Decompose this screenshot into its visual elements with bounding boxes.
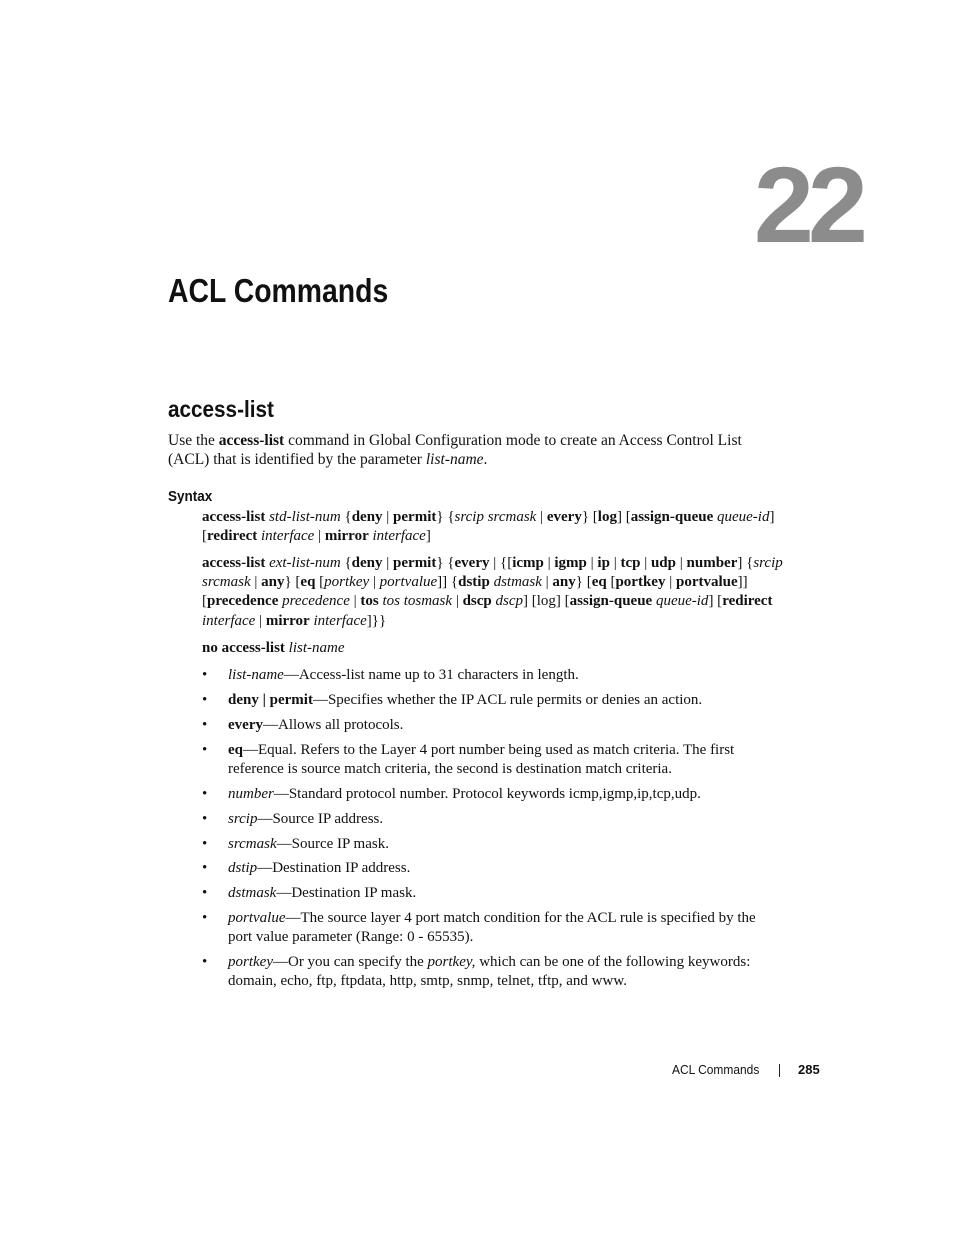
argument: number: [228, 785, 274, 802]
syntax-text: {: [340, 555, 352, 571]
argument: list-name: [288, 640, 345, 656]
argument: srcip srcmask: [202, 555, 783, 591]
syntax-text: ] [: [202, 509, 775, 545]
list-item: [202, 884, 782, 903]
argument: dscp: [495, 593, 524, 610]
keyword: any: [261, 574, 285, 591]
syntax-text: |: [640, 555, 651, 571]
section-title: access-list: [168, 396, 274, 422]
bullet-icon: •: [202, 954, 208, 971]
keyword: every: [228, 716, 263, 733]
argument: interface: [313, 612, 367, 629]
bullet-icon: •: [202, 835, 208, 852]
keyword: mirror: [324, 528, 369, 545]
argument: std-list-num: [269, 509, 341, 525]
syntax-text: |: [369, 574, 380, 591]
keyword: tcp: [620, 555, 641, 571]
keyword: access-list: [202, 509, 266, 525]
list-item: [202, 716, 782, 735]
argument: srcip: [228, 810, 258, 827]
keyword: icmp: [512, 555, 544, 571]
argument: portvalue: [228, 910, 286, 927]
argument: portkey,: [427, 954, 476, 971]
keyword: deny: [351, 509, 383, 525]
intro-command: access-list: [218, 432, 285, 449]
keyword: portvalue: [675, 574, 738, 591]
intro-text: Use the: [168, 432, 219, 449]
list-item: [202, 859, 782, 878]
keyword: tos: [360, 593, 379, 610]
syntax-text: ] {: [737, 555, 754, 571]
list-item: [202, 785, 782, 804]
keyword: redirect: [207, 528, 258, 545]
syntax-text: ] [: [708, 593, 723, 610]
footer-divider: [779, 1064, 780, 1077]
syntax-line-no-form: [202, 639, 792, 658]
list-item: [202, 691, 782, 710]
argument: dstmask: [228, 885, 277, 902]
keyword: precedence: [207, 593, 279, 610]
keyword: mirror: [265, 612, 310, 629]
syntax-heading: Syntax: [168, 488, 213, 505]
bullet-icon: •: [202, 885, 208, 902]
keyword: eq: [591, 574, 607, 591]
keyword: portkey: [615, 574, 666, 591]
keyword: permit: [393, 509, 437, 525]
keyword: ip: [597, 555, 610, 571]
syntax-text: —The source layer 4 port match condition for the ACL rule is specified by the port value parameter (Range: 0 - 65535).: [228, 910, 756, 946]
bullet-icon: •: [202, 691, 208, 708]
keyword: assign-queue: [569, 593, 653, 610]
argument: tos tosmask: [382, 593, 453, 610]
list-item: [202, 909, 782, 946]
argument: ext-list-num: [269, 555, 341, 571]
keyword: udp: [650, 555, 676, 571]
syntax-text: |: [314, 528, 325, 545]
intro-text: command in Global Configuration mode to create an Access Control List (ACL) that is identified by the parameter: [168, 432, 742, 468]
syntax-text: |: [250, 574, 262, 591]
syntax-text: {: [340, 509, 352, 525]
syntax-text: } {: [436, 509, 455, 525]
argument: dstip: [228, 860, 258, 877]
syntax-text: |: [349, 593, 361, 610]
keyword: number: [686, 555, 738, 571]
syntax-text: |: [255, 612, 266, 629]
syntax-text: —Or you can specify the: [272, 954, 428, 971]
keyword: permit: [393, 555, 437, 571]
keyword: every: [546, 509, 582, 525]
syntax-text: } [: [284, 574, 301, 591]
argument: interface: [372, 528, 426, 545]
syntax-text: —Equal. Refers to the Layer 4 port number being used as match criteria. The first reference is source match criteria, the second is destination match criteria.: [228, 741, 735, 777]
argument: queue-id: [716, 509, 770, 525]
intro-text: .: [483, 451, 488, 468]
keyword: dstip: [458, 574, 490, 591]
keyword: eq: [300, 574, 316, 591]
parameter-list: [202, 666, 782, 997]
syntax-text: |: [541, 574, 553, 591]
chapter-title: ACL Commands: [168, 272, 389, 309]
syntax-line-standard: [202, 508, 792, 546]
argument: dstmask: [493, 574, 542, 591]
bullet-icon: •: [202, 741, 208, 758]
syntax-text: } [: [575, 574, 592, 591]
keyword: access-list: [202, 555, 266, 571]
syntax-text: [: [315, 574, 325, 591]
keyword: redirect: [722, 593, 773, 610]
list-item: [202, 953, 782, 990]
list-item: [202, 741, 782, 778]
syntax-text: ]] [: [202, 574, 748, 610]
argument: srcmask: [228, 835, 277, 852]
intro-paragraph: [168, 431, 768, 469]
syntax-text: —Destination IP address.: [257, 860, 411, 877]
syntax-text: ]] {: [437, 574, 459, 591]
argument: portkey: [228, 954, 273, 971]
syntax-text: [: [606, 574, 616, 591]
argument: portkey: [324, 574, 370, 591]
bullet-icon: •: [202, 716, 208, 733]
syntax-text: ] [log] [: [523, 593, 570, 610]
syntax-text: |: [382, 509, 394, 525]
syntax-text: |: [676, 555, 687, 571]
bullet-icon: •: [202, 785, 208, 802]
argument: interface: [202, 612, 256, 629]
argument: list-name: [228, 667, 284, 683]
keyword: eq: [228, 741, 243, 758]
keyword: igmp: [554, 555, 587, 571]
syntax-text: ] [: [616, 509, 631, 525]
syntax-text: ]}}: [366, 612, 387, 629]
keyword: assign-queue: [630, 509, 714, 525]
syntax-text: —Source IP mask.: [276, 835, 389, 852]
argument: interface: [261, 528, 315, 545]
syntax-text: —Specifies whether the IP ACL rule permits or denies an action.: [312, 691, 703, 708]
bullet-icon: •: [202, 667, 208, 683]
syntax-text: —Source IP address.: [257, 810, 384, 827]
syntax-text: |: [543, 555, 555, 571]
keyword: every: [454, 555, 490, 571]
syntax-text: ]: [425, 528, 431, 545]
argument: portvalue: [379, 574, 438, 591]
argument: queue-id: [655, 593, 709, 610]
keyword: log: [597, 509, 617, 525]
bullet-icon: •: [202, 810, 208, 827]
list-item: [202, 666, 782, 685]
keyword: dscp: [462, 593, 492, 610]
syntax-text: —Standard protocol number. Protocol keywords icmp,igmp,ip,tcp,udp.: [273, 785, 701, 802]
syntax-text: |: [586, 555, 598, 571]
chapter-number: 22: [753, 144, 862, 265]
list-item: [202, 835, 782, 854]
bullet-icon: •: [202, 910, 208, 927]
syntax-line-extended: [202, 554, 792, 631]
list-item: [202, 810, 782, 829]
syntax-text: |: [609, 555, 621, 571]
syntax-text: —Destination IP mask.: [276, 885, 417, 902]
syntax-text: } [: [581, 509, 598, 525]
syntax-text: which can be one of the following keywords: domain, echo, ftp, ftpdata, http, smtp, snmp, telnet, tftp, and www.: [228, 954, 751, 989]
keyword: no access-list: [202, 640, 285, 656]
keyword: deny | permit: [228, 691, 313, 708]
syntax-text: |: [536, 509, 547, 525]
syntax-text: } {: [436, 555, 455, 571]
keyword: deny: [351, 555, 383, 571]
keyword: any: [552, 574, 576, 591]
syntax-text: |: [382, 555, 394, 571]
footer-chapter-label: ACL Commands: [672, 1062, 760, 1077]
syntax-text: |: [452, 593, 463, 610]
syntax-text: |: [665, 574, 676, 591]
bullet-icon: •: [202, 860, 208, 877]
syntax-text: —Access-list name up to 31 characters in length.: [283, 667, 579, 683]
syntax-text: | {[: [489, 555, 513, 571]
argument: srcip srcmask: [454, 509, 537, 525]
intro-parameter: list-name: [425, 451, 484, 468]
syntax-text: —Allows all protocols.: [262, 716, 404, 733]
page-number: 285: [798, 1062, 820, 1077]
argument: precedence: [282, 593, 350, 610]
